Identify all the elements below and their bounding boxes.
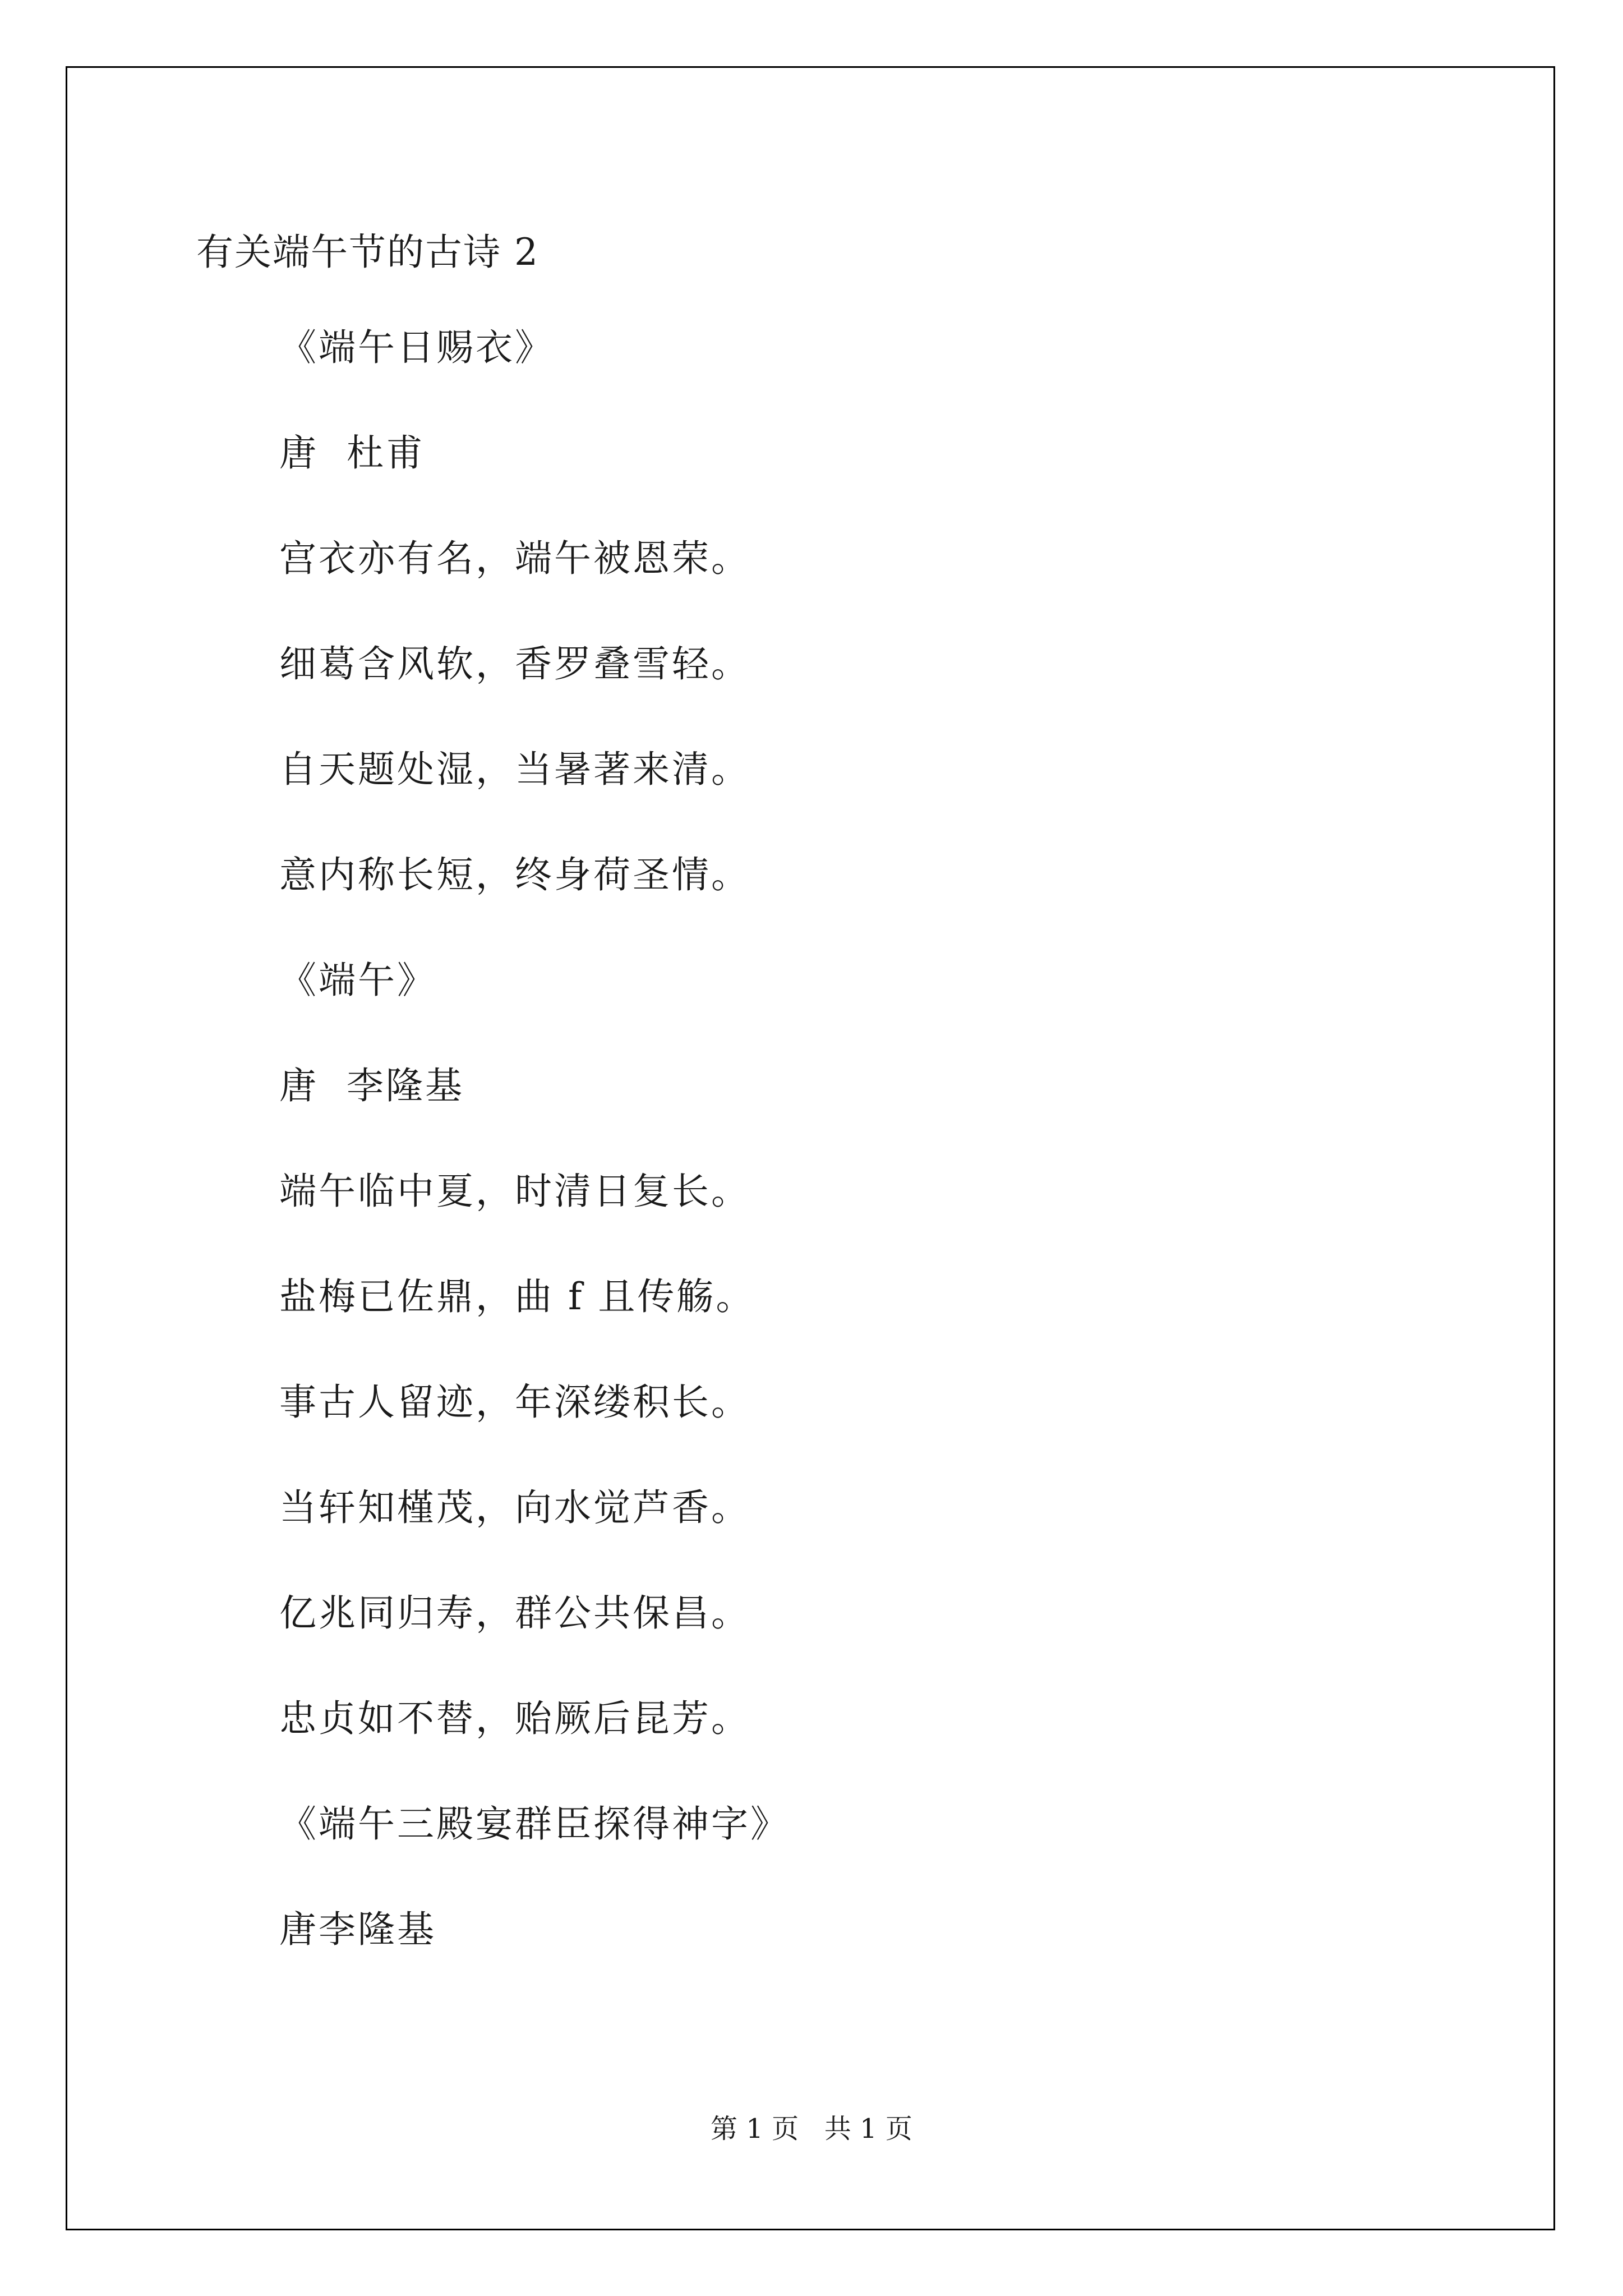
poem-title-line: 《端午》 <box>279 959 436 1002</box>
poem-title-line: 《端午日赐衣》 <box>279 326 554 369</box>
poem-verse-line: 事古人留迹，年深缕积长。 <box>279 1381 750 1424</box>
poem-verse-line: 盐梅已佐鼎，曲 f 且传觞。 <box>279 1275 755 1318</box>
poem-verse-line: 当轩知槿茂，向水觉芦香。 <box>279 1486 750 1529</box>
poem-author-line: 唐 李隆基 <box>279 1064 464 1107</box>
poem-title-line: 《端午三殿宴群臣探得神字》 <box>279 1802 790 1846</box>
poem-author-line: 唐李隆基 <box>279 1908 436 1951</box>
poem-verse-line: 亿兆同归寿，群公共保昌。 <box>279 1591 750 1635</box>
page-number-footer: 第 1 页 共 1 页 <box>711 2113 912 2145</box>
poem-verse-line: 自天题处湿，当暑著来清。 <box>279 748 750 791</box>
poem-verse-line: 宫衣亦有名，端午被恩荣。 <box>279 537 750 580</box>
poem-author-line: 唐 杜甫 <box>279 431 425 475</box>
document-title: 有关端午节的古诗 2 <box>196 231 539 274</box>
poem-verse-line: 端午临中夏，时清日复长。 <box>279 1170 750 1213</box>
poem-verse-line: 意内称长短，终身荷圣情。 <box>279 853 750 896</box>
poem-verse-line: 细葛含风软，香罗叠雪轻。 <box>279 642 750 685</box>
poem-verse-line: 忠贞如不替，贻厥后昆芳。 <box>279 1697 750 1740</box>
